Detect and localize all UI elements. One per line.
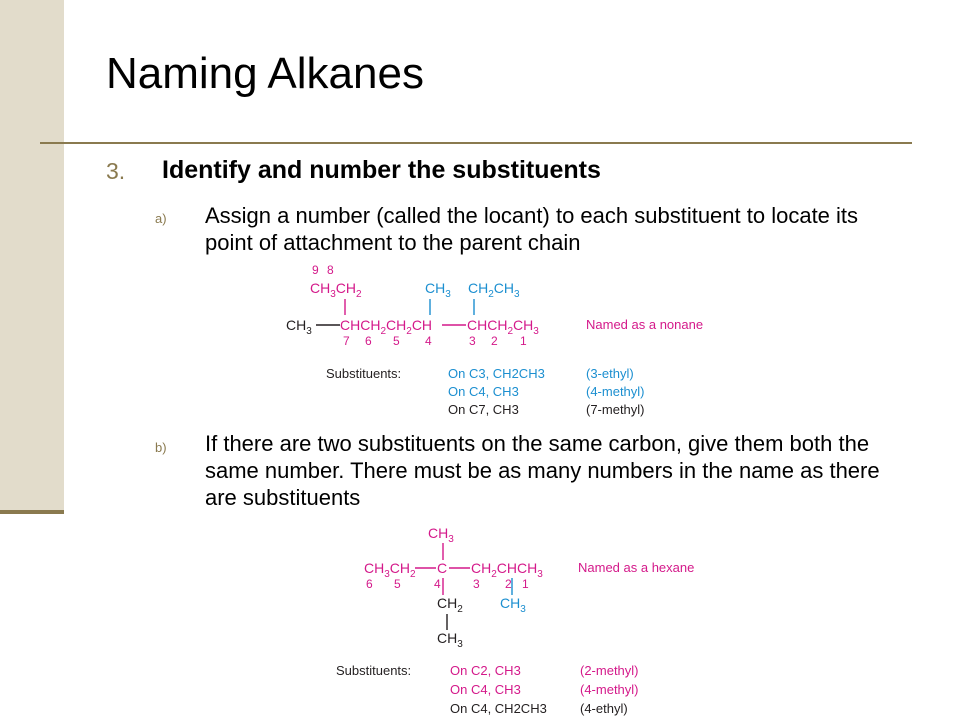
structure-figure-hexane <box>330 524 730 720</box>
substituents-label: Substituents: <box>336 663 412 678</box>
slide-title: Naming Alkanes <box>106 49 424 98</box>
methyl-ethyl-end: $CH_3$ <box>437 630 463 650</box>
chain-c3-c1: $CH_2CHCH_3$ <box>471 560 543 580</box>
substituent-name-1: (3-ethyl) <box>586 366 634 381</box>
locant-5: 5 <box>394 577 401 591</box>
locant-3: 3 <box>469 334 476 348</box>
title-divider <box>40 142 912 144</box>
item-heading: Identify and number the substituents <box>162 156 601 184</box>
terminal-methyl: $CH_3$ <box>286 317 312 337</box>
ethyl-group-c3: $CH_2CH_3$ <box>468 280 520 300</box>
sub-item-text-a: Assign a number (called the locant) to each substituent to locate its point of attachment to the parent chain <box>205 203 859 255</box>
methylene-c4-ethyl: $CH_2$ <box>437 595 463 615</box>
side-bar-accent <box>0 510 64 514</box>
sub-item-text-b: If there are two substituents on the same carbon, give them both the same number. There must be as many numbers in the name as there are substituents <box>205 431 880 510</box>
substituent-name-2: (4-methyl) <box>580 682 639 697</box>
substituents-label: Substituents: <box>326 366 402 381</box>
locants <box>366 577 529 591</box>
locant-2: 2 <box>491 334 498 348</box>
methyl-top-c4: $CH_3$ <box>428 525 454 545</box>
item-number: 3. <box>106 158 126 184</box>
substituent-name-1: (2-methyl) <box>580 663 639 678</box>
substituent-where-2: On C4, CH3 <box>448 384 519 399</box>
locant-9: 9 <box>312 263 319 277</box>
locant-5: 5 <box>393 334 400 348</box>
ethyl-group-c8-c9: $CH_3CH_2$ <box>310 280 362 300</box>
methyl-group-c4: $CH_3$ <box>425 280 451 300</box>
parent-chain-note: Named as a nonane <box>586 317 704 332</box>
substituent-where-1: On C2, CH3 <box>450 663 521 678</box>
substituent-name-3: (7-methyl) <box>586 402 645 417</box>
main-chain-c3-c1: $CHCH_2CH_3$ <box>467 317 539 337</box>
main-chain-c7-c4: $CHCH_2CH_2CH$ <box>340 317 433 337</box>
parent-chain-note: Named as a hexane <box>578 560 695 575</box>
methyl-c2: $CH_3$ <box>500 595 526 615</box>
structure-figure-nonane <box>270 262 760 424</box>
bottom-locants <box>343 334 527 348</box>
chain-c6-c5: $CH_3CH_2$ <box>364 560 416 580</box>
substituent-where-1: On C3, CH2CH3 <box>448 366 545 381</box>
locant-8: 8 <box>327 263 334 277</box>
carbon-c4: C <box>437 560 448 576</box>
sub-item-letter-a: a) <box>155 211 167 226</box>
substituent-name-3: (4-ethyl) <box>580 701 628 716</box>
locant-1: 1 <box>522 577 529 591</box>
locant-4: 4 <box>434 577 441 591</box>
top-locants <box>312 263 334 277</box>
decorative-side-bar <box>0 0 64 514</box>
locant-6: 6 <box>366 577 373 591</box>
locant-6: 6 <box>365 334 372 348</box>
substituent-where-2: On C4, CH3 <box>450 682 521 697</box>
locant-1: 1 <box>520 334 527 348</box>
substituent-name-2: (4-methyl) <box>586 384 645 399</box>
substituent-where-3: On C4, CH2CH3 <box>450 701 547 716</box>
locant-2: 2 <box>505 577 512 591</box>
locant-7: 7 <box>343 334 350 348</box>
locant-4: 4 <box>425 334 432 348</box>
locant-3: 3 <box>473 577 480 591</box>
sub-item-letter-b: b) <box>155 440 167 455</box>
substituent-where-3: On C7, CH3 <box>448 402 519 417</box>
